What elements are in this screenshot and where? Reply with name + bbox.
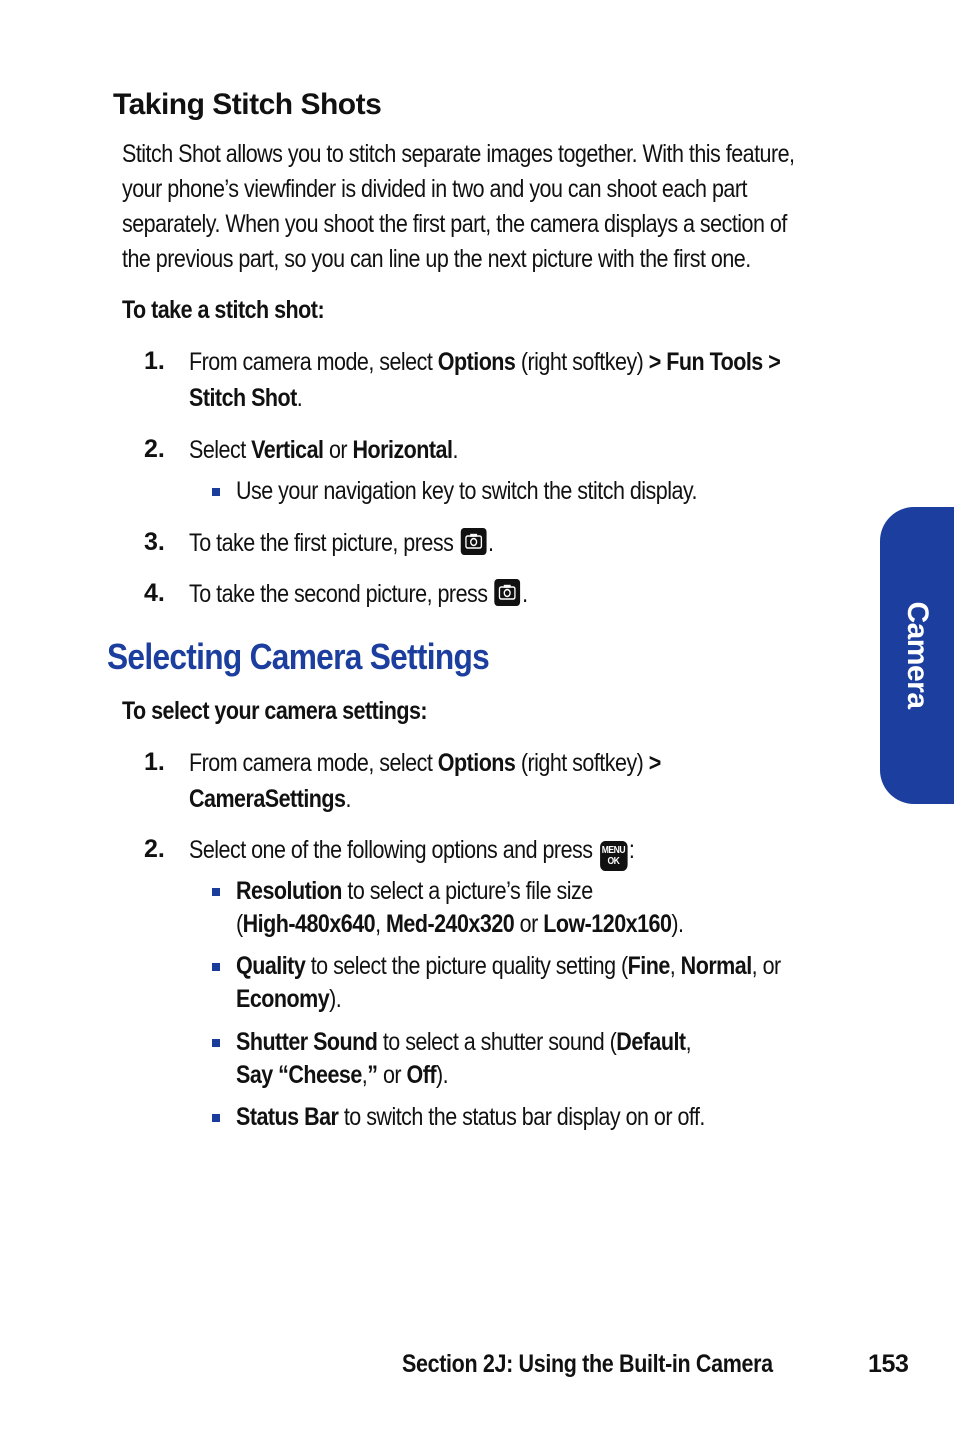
settings-step-1: From camera mode, select Options (right softkey) > CameraSettings. <box>189 749 661 813</box>
intro-line: the previous part, so you can line up the next picture with the first one. <box>122 245 751 273</box>
stitch-bullet: Use your navigation key to switch the stitch display. <box>236 477 698 505</box>
step-number: 2. <box>144 835 165 863</box>
step-number: 2. <box>144 435 165 463</box>
bullet-square <box>212 1114 220 1122</box>
step-number: 4. <box>144 579 165 607</box>
intro-line: Stitch Shot allows you to stitch separate images together. With this feature, <box>122 140 795 168</box>
camera-key-icon <box>460 528 486 555</box>
menu-ok-key-icon: MENU OK <box>600 841 628 871</box>
bullet-square <box>212 488 220 496</box>
step-number: 3. <box>144 528 165 556</box>
intro-line: separately. When you shoot the first part, the camera displays a section of <box>122 210 787 238</box>
stitch-step-3: To take the first picture, press . <box>189 529 494 557</box>
page-number: 153 <box>868 1350 909 1378</box>
section-heading: Selecting Camera Settings <box>107 636 490 677</box>
bullet-shutter-sound: Shutter Sound to select a shutter sound (Default, Say “Cheese,” or Off). <box>236 1028 692 1089</box>
settings-step-2: Select one of the following options and press MENU OK : <box>189 832 634 871</box>
bullet-quality: Quality to select the picture quality setting (Fine, Normal, or Economy). <box>236 952 781 1013</box>
bullet-resolution: Resolution to select a picture’s file size (High-480x640, Med-240x320 or Low-120x160). <box>236 877 684 938</box>
intro-line: your phone’s viewfinder is divided in two and you can shoot each part <box>122 175 747 203</box>
bullet-square <box>212 888 220 896</box>
stitch-step-1: From camera mode, select Options (right softkey) > Fun Tools > Stitch Shot. <box>189 348 781 412</box>
stitch-step-4: To take the second picture, press . <box>189 580 528 608</box>
settings-lead: To select your camera settings: <box>122 697 428 725</box>
step-number: 1. <box>144 748 165 776</box>
footer-section-title: Section 2J: Using the Built-in Camera <box>402 1350 773 1378</box>
step-number: 1. <box>144 347 165 375</box>
chapter-tab-label: Camera <box>901 601 934 709</box>
stitch-lead: To take a stitch shot: <box>122 296 325 324</box>
camera-key-icon <box>495 579 521 606</box>
stitch-step-2: Select Vertical or Horizontal. <box>189 436 458 464</box>
bullet-square <box>212 1039 220 1047</box>
bullet-square <box>212 963 220 971</box>
section-subheading: Taking Stitch Shots <box>113 88 382 121</box>
bullet-status-bar: Status Bar to switch the status bar display on or off. <box>236 1103 705 1131</box>
intro-paragraph <box>122 137 795 277</box>
